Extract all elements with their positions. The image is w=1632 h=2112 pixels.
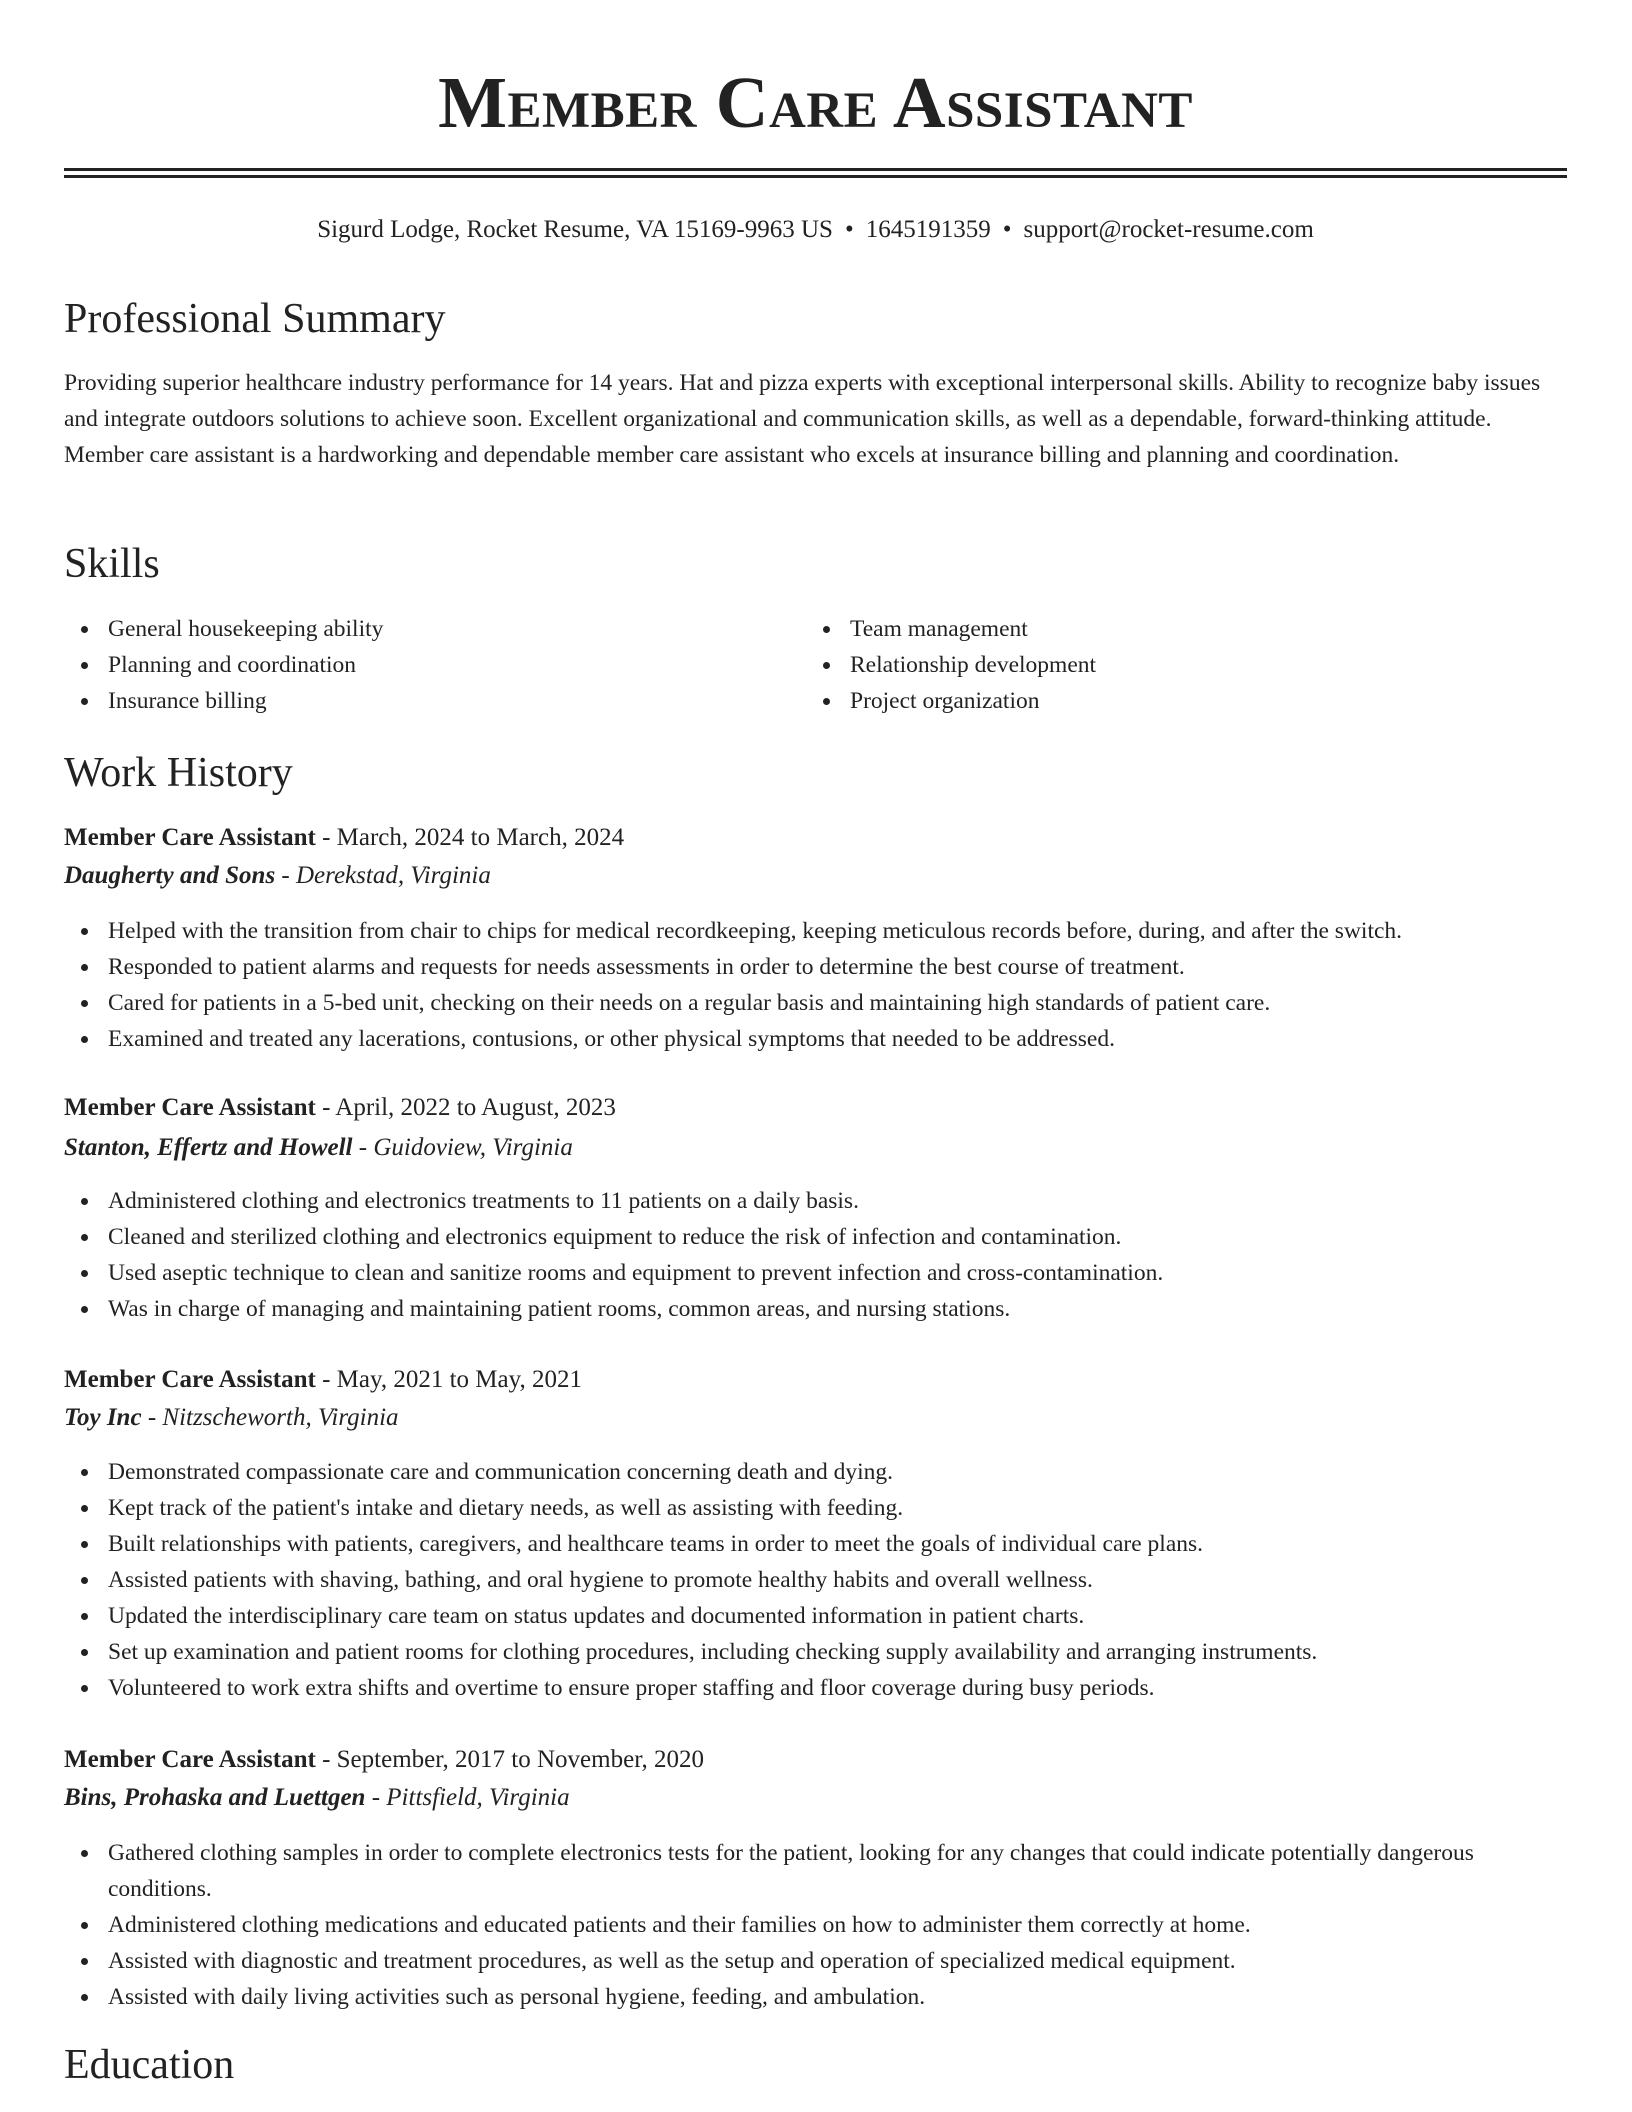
skill-item: Planning and coordination [64,647,764,683]
job-company-line [64,858,491,894]
job-bullet: Built relationships with patients, caregivers, and healthcare teams in order to meet the goals of individual care plans. [64,1526,1567,1562]
job-dates: - April, 2022 to August, 2023 [315,1094,616,1121]
skills-heading: Skills [64,541,160,587]
skills-list-right [806,611,1506,719]
job-bullet: Was in charge of managing and maintaining patient rooms, common areas, and nursing stations. [64,1291,1567,1327]
resume-name: Member Care Assistant [438,62,1193,143]
job-dates: - September, 2017 to November, 2020 [315,1746,705,1773]
job-company: Daugherty and Sons [64,862,276,889]
job-bullet: Administered clothing medications and educated patients and their families on how to administer them correctly at home. [64,1907,1567,1943]
contact-phone: 1645191359 [865,216,991,243]
job-title-line [64,1090,616,1126]
job-title: Member Care Assistant [64,824,316,851]
job-bullet: Volunteered to work extra shifts and overtime to ensure proper staffing and floor coverage during busy periods. [64,1670,1567,1706]
education-heading: Education [64,2042,235,2088]
job-title: Member Care Assistant [64,1094,316,1121]
contact-line [64,212,1567,248]
contact-separator: • [1002,216,1012,243]
job-title-line [64,1742,704,1778]
summary-text: Providing superior healthcare industry performance for 14 years. Hat and pizza experts with exceptional interpersonal skills. Ability to recognize baby issues and integrate outdoors solutions to achieve soon. Excellent organizational and communication skills, as well as a dependable, forward-thinking attitude. Member care assistant is a hardworking and dependable member care assistant who excels at insurance billing and planning and coordination. [64,370,1541,468]
job-bullet: Cared for patients in a 5-bed unit, checking on their needs on a regular basis and maintaining high standards of patient care. [64,985,1567,1021]
job-title-line [64,820,624,856]
skill-item: Project organization [806,683,1506,719]
summary-heading: Professional Summary [64,296,446,342]
contact-address: Sigurd Lodge, Rocket Resume, VA 15169-9963 US [317,216,833,243]
skill-item: Relationship development [806,647,1506,683]
skill-item: Insurance billing [64,683,764,719]
skill-item: Team management [806,611,1506,647]
job-company: Stanton, Effertz and Howell [64,1134,353,1161]
job-dates: - March, 2024 to March, 2024 [315,824,625,851]
job-bullet: Used aseptic technique to clean and sanitize rooms and equipment to prevent infection and cross-contamination. [64,1255,1567,1291]
job-dates: - May, 2021 to May, 2021 [315,1366,583,1393]
job-location: - Pittsfield, Virginia [365,1784,570,1811]
job-title-line [64,1362,582,1398]
job-bullets [64,1454,1567,1706]
job-company: Bins, Prohaska and Luettgen [64,1784,366,1811]
job-bullet: Examined and treated any lacerations, contusions, or other physical symptoms that needed to be addressed. [64,1021,1567,1057]
job-bullets [64,1183,1567,1327]
job-location: - Guidoview, Virginia [352,1134,573,1161]
job-bullets [64,913,1567,1057]
header-rule-bottom [64,175,1567,178]
job-bullet: Assisted patients with shaving, bathing, and oral hygiene to promote healthy habits and overall wellness. [64,1562,1567,1598]
job-company-line [64,1780,570,1816]
job-bullet: Demonstrated compassionate care and communication concerning death and dying. [64,1454,1567,1490]
job-bullet: Gathered clothing samples in order to complete electronics tests for the patient, looking for any changes that could indicate potentially dangerous conditions. [64,1835,1567,1907]
job-bullets [64,1835,1567,2015]
job-location: - Nitzscheworth, Virginia [141,1404,399,1431]
job-bullet: Helped with the transition from chair to chips for medical recordkeeping, keeping meticulous records before, during, and after the switch. [64,913,1567,949]
job-bullet: Updated the interdisciplinary care team on status updates and documented information in patient charts. [64,1598,1567,1634]
job-bullet: Responded to patient alarms and requests for needs assessments in order to determine the best course of treatment. [64,949,1567,985]
job-company-line [64,1400,399,1436]
job-bullet: Cleaned and sterilized clothing and electronics equipment to reduce the risk of infection and contamination. [64,1219,1567,1255]
job-bullet: Administered clothing and electronics treatments to 11 patients on a daily basis. [64,1183,1567,1219]
work-history-heading: Work History [64,750,293,796]
job-bullet: Assisted with daily living activities such as personal hygiene, feeding, and ambulation. [64,1979,1567,2015]
job-title: Member Care Assistant [64,1366,316,1393]
job-location: - Derekstad, Virginia [275,862,491,889]
job-bullet: Set up examination and patient rooms for clothing procedures, including checking supply availability and arranging instruments. [64,1634,1567,1670]
contact-separator: • [844,216,854,243]
job-company: Toy Inc [64,1404,142,1431]
skill-item: General housekeeping ability [64,611,764,647]
job-bullet: Kept track of the patient's intake and dietary needs, as well as assisting with feeding. [64,1490,1567,1526]
job-bullet: Assisted with diagnostic and treatment procedures, as well as the setup and operation of specialized medical equipment. [64,1943,1567,1979]
contact-email: support@rocket-resume.com [1023,216,1314,243]
skills-list-left [64,611,764,719]
job-company-line [64,1130,573,1166]
header-rule-top [64,168,1567,171]
job-title: Member Care Assistant [64,1746,316,1773]
